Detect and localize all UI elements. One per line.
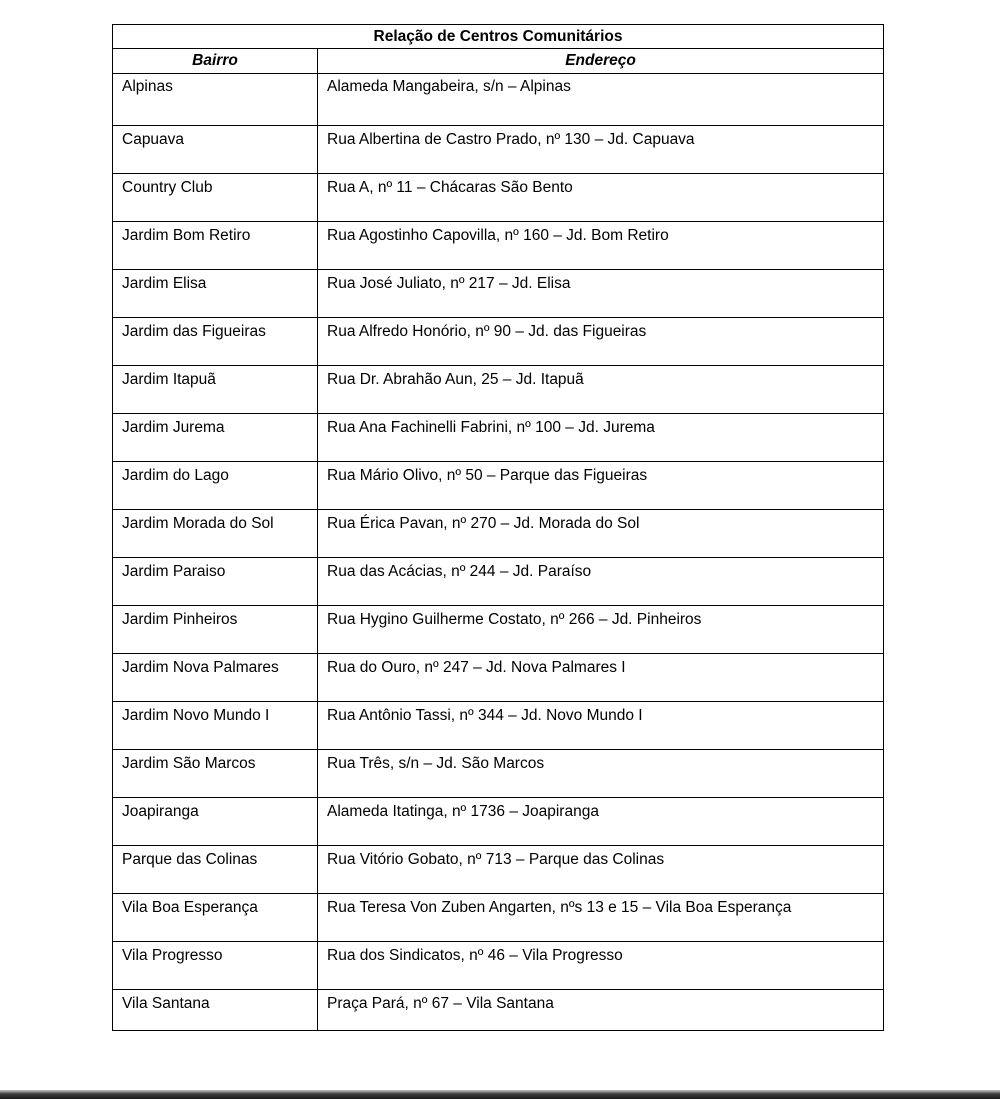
community-centers-table	[112, 24, 884, 1031]
table-row	[113, 750, 884, 798]
cell-endereco: Rua do Ouro, nº 247 – Jd. Nova Palmares I	[318, 654, 884, 702]
cell-endereco: Rua Alfredo Honório, nº 90 – Jd. das Figueiras	[318, 318, 884, 366]
cell-endereco: Rua Érica Pavan, nº 270 – Jd. Morada do Sol	[318, 510, 884, 558]
cell-endereco: Alameda Itatinga, nº 1736 – Joapiranga	[318, 798, 884, 846]
cell-bairro: Jardim das Figueiras	[113, 318, 318, 366]
cell-endereco: Rua José Juliato, nº 217 – Jd. Elisa	[318, 270, 884, 318]
cell-bairro: Jardim Nova Palmares	[113, 654, 318, 702]
cell-endereco: Rua Mário Olivo, nº 50 – Parque das Figueiras	[318, 462, 884, 510]
table-row	[113, 126, 884, 174]
cell-endereco: Rua dos Sindicatos, nº 46 – Vila Progresso	[318, 942, 884, 990]
cell-bairro: Jardim Elisa	[113, 270, 318, 318]
cell-bairro: Capuava	[113, 126, 318, 174]
cell-bairro: Jardim São Marcos	[113, 750, 318, 798]
cell-endereco: Praça Pará, nº 67 – Vila Santana	[318, 990, 884, 1031]
cell-endereco: Rua Teresa Von Zuben Angarten, nºs 13 e 15 – Vila Boa Esperança	[318, 894, 884, 942]
cell-bairro: Jardim Itapuã	[113, 366, 318, 414]
table-row	[113, 654, 884, 702]
cell-endereco: Rua Albertina de Castro Prado, nº 130 – Jd. Capuava	[318, 126, 884, 174]
cell-endereco: Rua A, nº 11 – Chácaras São Bento	[318, 174, 884, 222]
table-row	[113, 414, 884, 462]
cell-endereco: Rua das Acácias, nº 244 – Jd. Paraíso	[318, 558, 884, 606]
table-header-row	[113, 49, 884, 74]
table-row	[113, 174, 884, 222]
cell-bairro: Joapiranga	[113, 798, 318, 846]
table-row	[113, 606, 884, 654]
table-row	[113, 510, 884, 558]
cell-endereco: Rua Vitório Gobato, nº 713 – Parque das Colinas	[318, 846, 884, 894]
header-bairro: Bairro	[113, 49, 318, 74]
page-bottom-edge	[0, 1090, 1000, 1099]
cell-bairro: Parque das Colinas	[113, 846, 318, 894]
table-row	[113, 894, 884, 942]
cell-endereco: Rua Antônio Tassi, nº 344 – Jd. Novo Mundo I	[318, 702, 884, 750]
cell-bairro: Jardim Jurema	[113, 414, 318, 462]
header-endereco: Endereço	[318, 49, 884, 74]
cell-bairro: Jardim Pinheiros	[113, 606, 318, 654]
table-row	[113, 558, 884, 606]
cell-endereco: Rua Três, s/n – Jd. São Marcos	[318, 750, 884, 798]
table-row	[113, 462, 884, 510]
cell-bairro: Country Club	[113, 174, 318, 222]
table-row	[113, 222, 884, 270]
table-row	[113, 318, 884, 366]
cell-bairro: Jardim Bom Retiro	[113, 222, 318, 270]
table-title: Relação de Centros Comunitários	[113, 25, 884, 49]
table-row	[113, 990, 884, 1031]
table-row	[113, 74, 884, 126]
table-row	[113, 702, 884, 750]
table-row	[113, 270, 884, 318]
cell-endereco: Rua Dr. Abrahão Aun, 25 – Jd. Itapuã	[318, 366, 884, 414]
table-row	[113, 846, 884, 894]
cell-bairro: Jardim Paraiso	[113, 558, 318, 606]
cell-bairro: Vila Boa Esperança	[113, 894, 318, 942]
cell-bairro: Vila Progresso	[113, 942, 318, 990]
cell-endereco: Alameda Mangabeira, s/n – Alpinas	[318, 74, 884, 126]
table-title-row	[113, 25, 884, 49]
table-row	[113, 942, 884, 990]
cell-endereco: Rua Ana Fachinelli Fabrini, nº 100 – Jd. Jurema	[318, 414, 884, 462]
cell-endereco: Rua Agostinho Capovilla, nº 160 – Jd. Bom Retiro	[318, 222, 884, 270]
cell-endereco: Rua Hygino Guilherme Costato, nº 266 – Jd. Pinheiros	[318, 606, 884, 654]
cell-bairro: Vila Santana	[113, 990, 318, 1031]
cell-bairro: Jardim do Lago	[113, 462, 318, 510]
table-row	[113, 798, 884, 846]
cell-bairro: Alpinas	[113, 74, 318, 126]
cell-bairro: Jardim Novo Mundo I	[113, 702, 318, 750]
table-row	[113, 366, 884, 414]
cell-bairro: Jardim Morada do Sol	[113, 510, 318, 558]
